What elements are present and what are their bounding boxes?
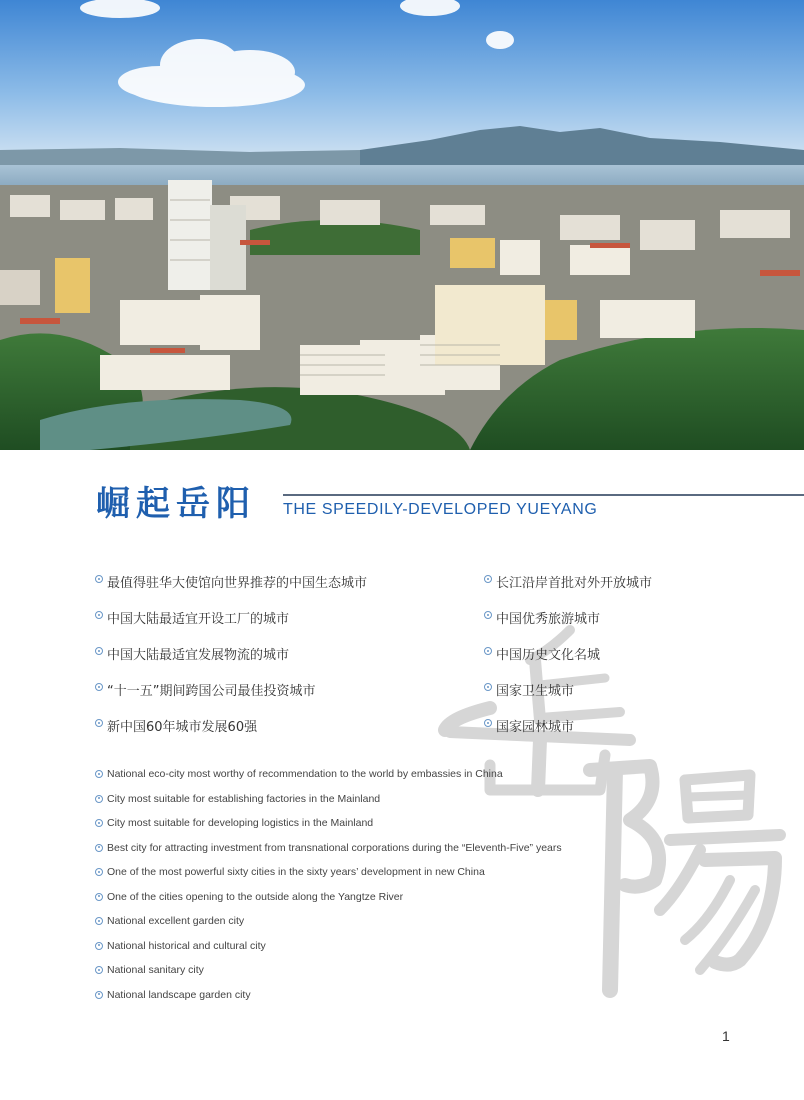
list-item: 最值得驻华大使馆向世界推荐的中国生态城市 [95,572,367,608]
circle-bullet-icon [484,575,492,583]
circle-bullet-icon [95,770,103,778]
english-list [95,768,562,1013]
circle-bullet-icon [95,683,103,691]
circle-bullet-icon [95,575,103,583]
circle-bullet-icon [95,819,103,827]
circle-bullet-icon [95,868,103,876]
list-item: National historical and cultural city [95,940,562,965]
circle-bullet-icon [95,844,103,852]
list-item: 国家园林城市 [484,716,652,752]
list-item: 中国大陆最适宜发展物流的城市 [95,644,367,680]
list-item: National landscape garden city [95,989,562,1014]
circle-bullet-icon [95,719,103,727]
circle-bullet-icon [484,647,492,655]
list-item: Best city for attracting investment from transnational corporations during the “Eleventh-Five” years [95,842,562,867]
page-number: 1 [722,1028,730,1044]
list-item: 中国大陆最适宜开设工厂的城市 [95,608,367,644]
list-item: 中国历史文化名城 [484,644,652,680]
page-title-english: THE SPEEDILY-DEVELOPED YUEYANG [283,501,598,518]
heading-divider [283,494,804,496]
list-item: One of the cities opening to the outside along the Yangtze River [95,891,562,916]
list-item: National sanitary city [95,964,562,989]
circle-bullet-icon [95,966,103,974]
circle-bullet-icon [484,683,492,691]
chinese-list-right [484,572,652,752]
circle-bullet-icon [484,719,492,727]
list-item: 长江沿岸首批对外开放城市 [484,572,652,608]
circle-bullet-icon [95,942,103,950]
circle-bullet-icon [95,893,103,901]
list-item: 新中国60年城市发展60强 [95,716,367,752]
list-item: “十一五”期间跨国公司最佳投资城市 [95,680,367,716]
list-item: National eco-city most worthy of recommendation to the world by embassies in China [95,768,562,793]
list-item: City most suitable for establishing factories in the Mainland [95,793,562,818]
circle-bullet-icon [95,991,103,999]
circle-bullet-icon [95,611,103,619]
list-item: National excellent garden city [95,915,562,940]
circle-bullet-icon [95,795,103,803]
circle-bullet-icon [95,917,103,925]
list-item: City most suitable for developing logistics in the Mainland [95,817,562,842]
page-title-chinese: 崛起岳阳 [96,484,256,524]
list-item: 中国优秀旅游城市 [484,608,652,644]
chinese-list-left [95,572,367,752]
list-item: 国家卫生城市 [484,680,652,716]
circle-bullet-icon [484,611,492,619]
hero-city-photo [0,0,804,450]
circle-bullet-icon [95,647,103,655]
list-item: One of the most powerful sixty cities in the sixty years’ development in new China [95,866,562,891]
